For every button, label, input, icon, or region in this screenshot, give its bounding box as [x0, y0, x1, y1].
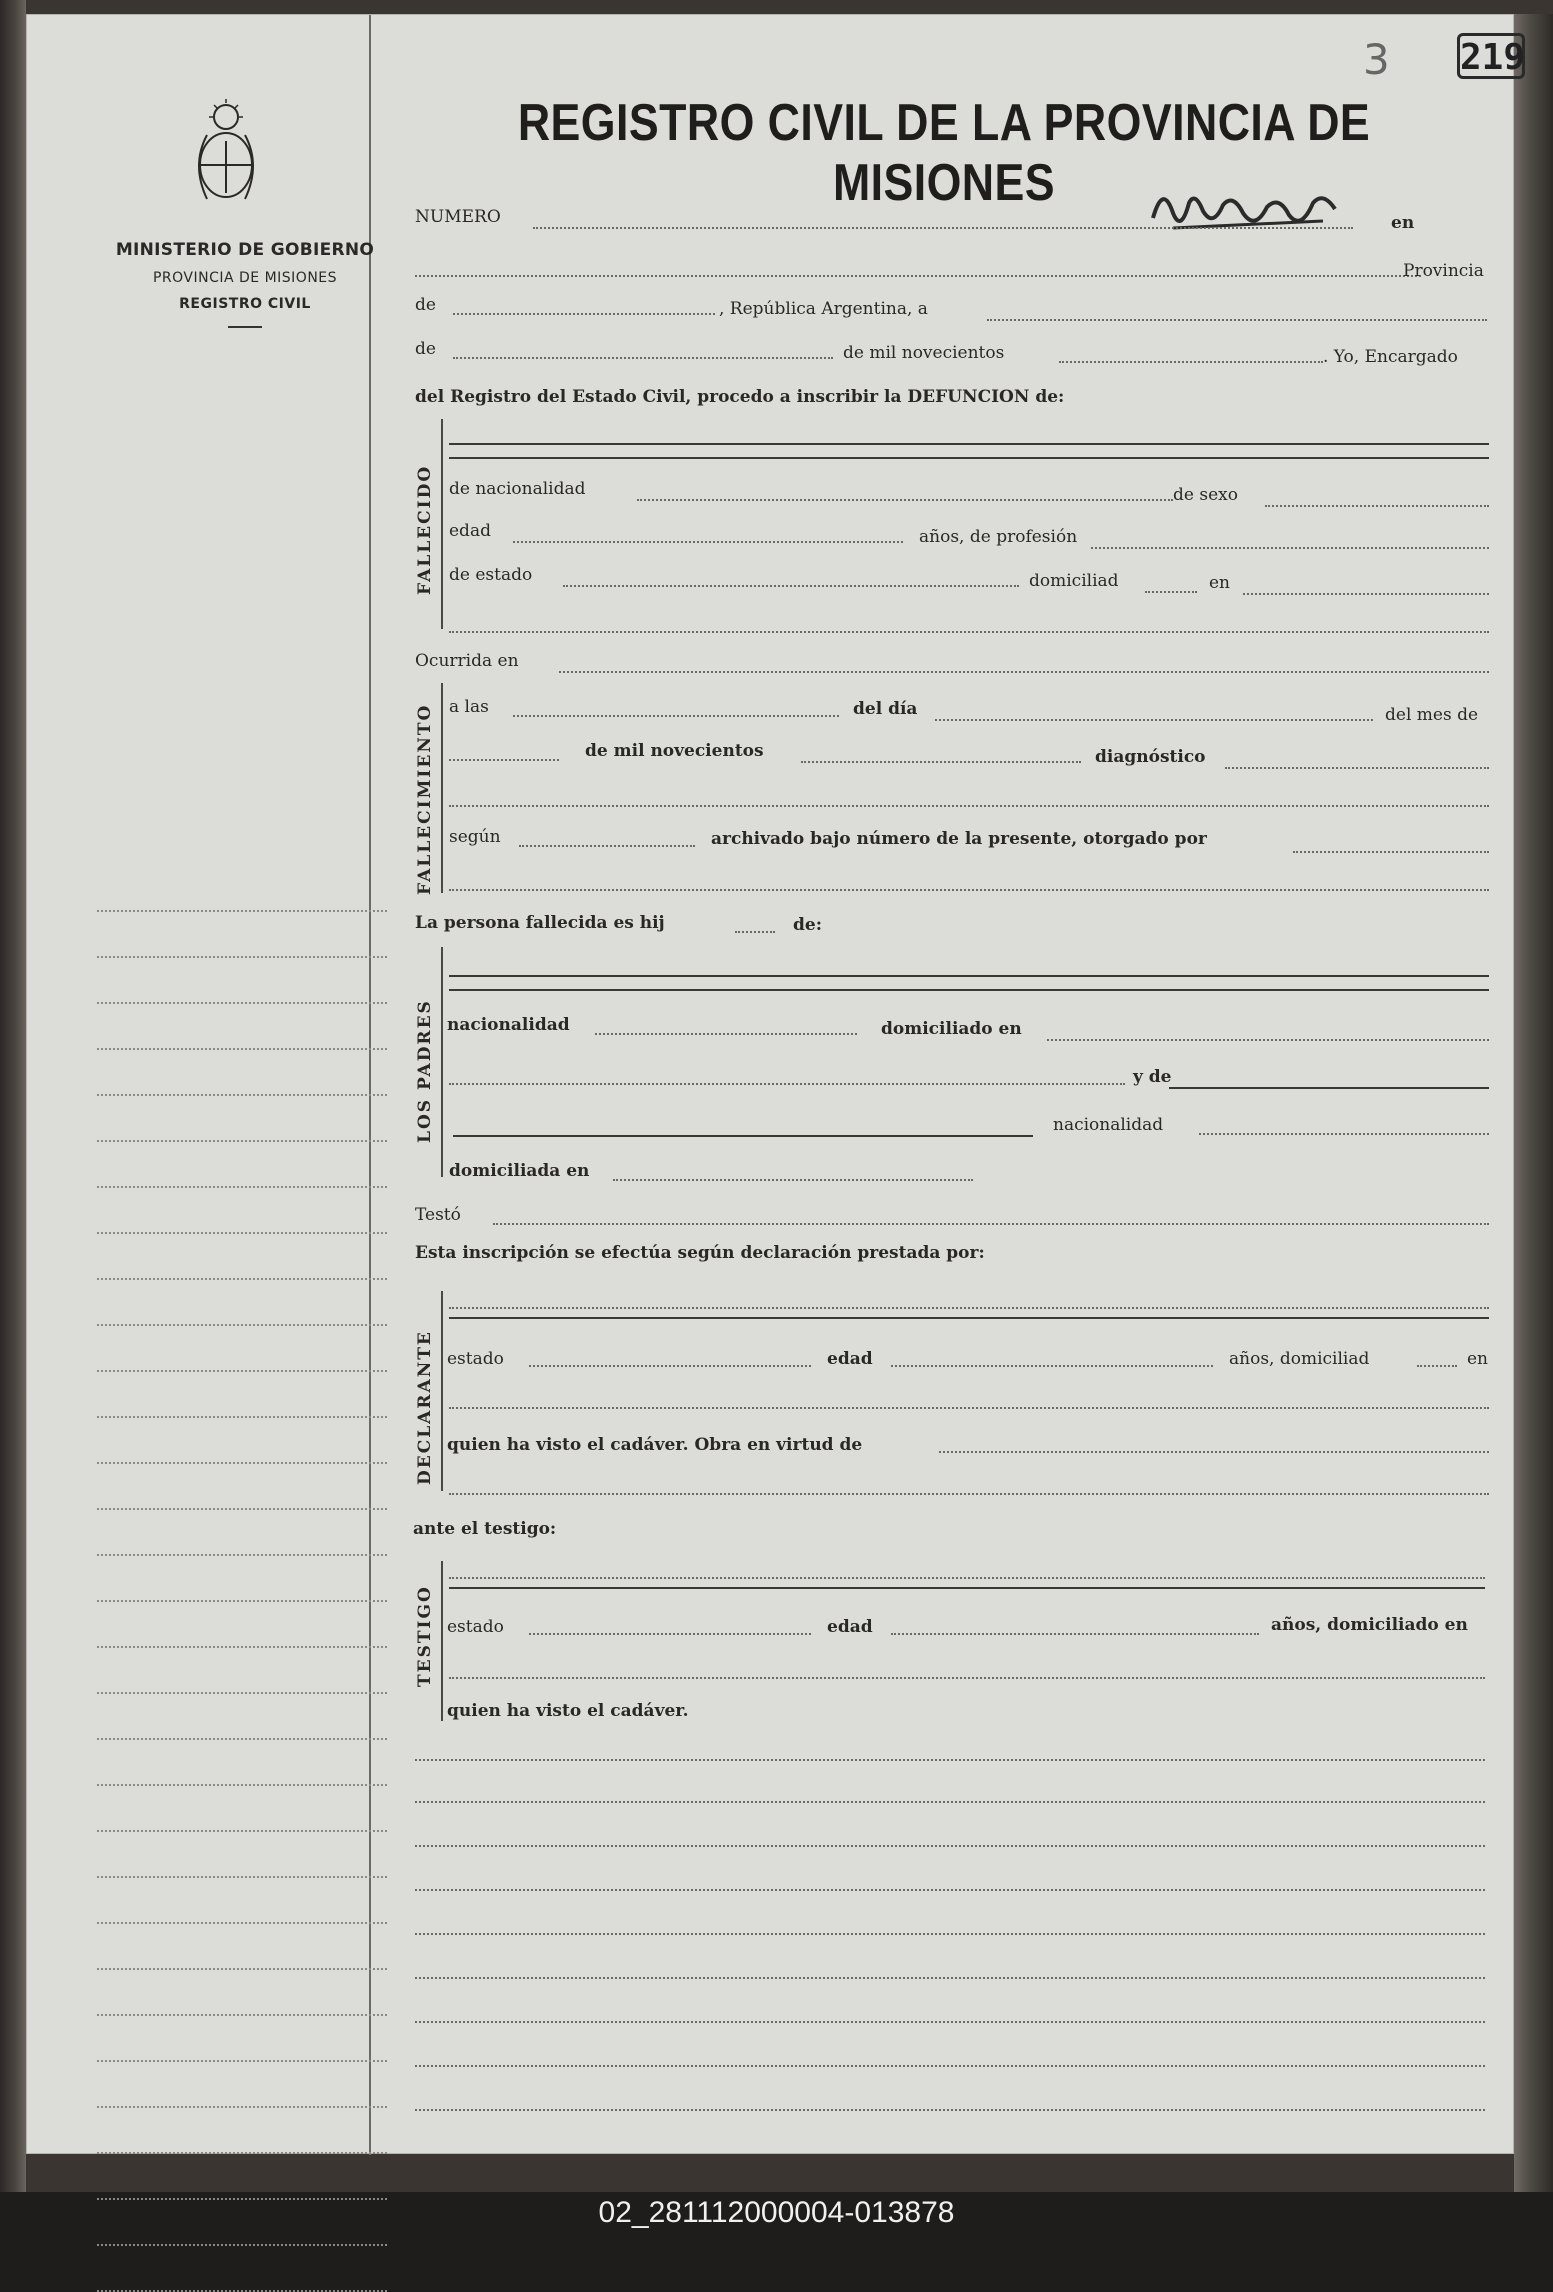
sexo-label: de sexo	[1173, 485, 1238, 505]
coat-of-arms-icon	[187, 95, 265, 215]
testigo-section-label: TESTIGO	[415, 1585, 435, 1687]
registry-name: REGISTRO CIVIL	[179, 296, 311, 312]
signature-image	[1143, 173, 1343, 243]
testigo-edad-field[interactable]	[891, 1633, 1259, 1635]
y-de-label: y de	[1133, 1067, 1172, 1087]
form-area	[373, 15, 1526, 2155]
declarante-estado-label: estado	[447, 1349, 504, 1369]
padre-name-line-2	[449, 989, 1489, 991]
date-month-field[interactable]	[453, 357, 833, 359]
domiciliad-label: domiciliad	[1029, 571, 1119, 591]
declarante-name-field[interactable]	[449, 1307, 1489, 1309]
padre-nacionalidad-label: nacionalidad	[447, 1015, 570, 1035]
name-line-2	[449, 457, 1489, 459]
diagnostico-field[interactable]	[1225, 767, 1489, 769]
page-number: 3	[1363, 35, 1390, 84]
book-edge	[1514, 14, 1553, 2192]
domicilio-field[interactable]	[1243, 593, 1489, 595]
testigo-anos-label: años, domiciliado en	[1271, 1615, 1468, 1635]
anio-field[interactable]	[801, 761, 1081, 763]
archivado-label: archivado bajo número de la presente, otorgado por	[711, 829, 1207, 849]
notes-line[interactable]	[415, 2021, 1485, 2023]
testigo-domicilio-field[interactable]	[449, 1677, 1485, 1679]
year-field[interactable]	[1059, 361, 1323, 363]
estado-label: de estado	[449, 565, 533, 585]
visto-cadaver-label: quien ha visto el cadáver. Obra en virtud de	[447, 1435, 863, 1455]
madre-name-field-2[interactable]	[453, 1135, 1033, 1137]
domicilio-field-2[interactable]	[449, 631, 1489, 633]
padre-domiciliado-label: domiciliado en	[881, 1019, 1022, 1039]
declarante-bracket	[441, 1291, 443, 1491]
nacionalidad-label: de nacionalidad	[449, 479, 586, 499]
otorgado-field-2[interactable]	[449, 889, 1489, 891]
provincia-label: Provincia	[1403, 261, 1484, 281]
notes-line[interactable]	[415, 2109, 1485, 2111]
encargado-label: . Yo, Encargado	[1323, 347, 1458, 367]
de-mil-nov-label: de mil novecientos	[585, 741, 764, 761]
otorgado-field[interactable]	[1293, 851, 1489, 853]
domiciliad-suffix-field[interactable]	[1145, 591, 1197, 593]
declarante-name-line	[449, 1317, 1489, 1319]
declarante-anos-label: años, domiciliad	[1229, 1349, 1370, 1369]
republica-label: , República Argentina, a	[719, 299, 928, 319]
page-stub	[27, 15, 375, 2155]
intro-text: del Registro del Estado Civil, procedo a inscribir la DEFUNCION de:	[415, 387, 1065, 407]
de-colon-label: de:	[793, 915, 822, 935]
notes-line[interactable]	[415, 1933, 1485, 1935]
padres-bracket	[441, 947, 443, 1177]
diagnostico-field-2[interactable]	[449, 805, 1489, 807]
testigo-estado-field[interactable]	[529, 1633, 811, 1635]
testo-label: Testó	[415, 1205, 461, 1225]
numero-label: NUMERO	[415, 207, 501, 227]
date-day-field[interactable]	[987, 319, 1487, 321]
testigo-name-line	[449, 1587, 1485, 1589]
image-id-caption: 02_281112000004-013878	[598, 2196, 955, 2229]
stamp-number: 219	[1457, 33, 1525, 79]
declarante-en-label: en	[1467, 1349, 1489, 1369]
province-name: PROVINCIA DE MISIONES	[152, 270, 338, 286]
padres-section-label: LOS PADRES	[415, 999, 435, 1143]
page-title: REGISTRO CIVIL DE LA PROVINCIA DE MISIONES	[517, 94, 1371, 212]
declarante-estado-field[interactable]	[529, 1365, 811, 1367]
numero-field[interactable]	[533, 227, 1353, 229]
declarante-domicilio-field[interactable]	[449, 1407, 1489, 1409]
madre-name-field[interactable]	[1169, 1087, 1489, 1089]
a-las-label: a las	[449, 697, 489, 717]
notes-line[interactable]	[415, 1977, 1485, 1979]
mil-novecientos-label: de mil novecientos	[843, 343, 1005, 363]
de2-label: de	[415, 339, 436, 359]
declarante-edad-field[interactable]	[891, 1365, 1213, 1367]
notes-line[interactable]	[415, 1759, 1485, 1761]
en-domicilio-label: en	[1209, 573, 1231, 593]
testigo-estado-label: estado	[447, 1617, 504, 1637]
ministry-block	[95, 240, 395, 328]
notes-line[interactable]	[415, 2065, 1485, 2067]
declarante-edad-label: edad	[827, 1349, 873, 1369]
notes-line[interactable]	[415, 1801, 1485, 1803]
stub-note-lines	[97, 866, 387, 2292]
notes-line[interactable]	[415, 1845, 1485, 1847]
nacionalidad-field[interactable]	[637, 499, 1173, 501]
de-label: de	[415, 295, 436, 315]
dia-field[interactable]	[935, 719, 1373, 721]
fallecido-bracket	[441, 419, 443, 629]
madre-nacionalidad-label: nacionalidad	[1053, 1115, 1164, 1135]
ante-testigo-label: ante el testigo:	[413, 1519, 557, 1539]
ocurrida-label: Ocurrida en	[415, 651, 519, 671]
notes-line[interactable]	[415, 1889, 1485, 1891]
padre-domicilio-field-2[interactable]	[449, 1083, 1125, 1085]
hijo-suffix-field[interactable]	[735, 931, 775, 933]
segun-field[interactable]	[519, 845, 695, 847]
obra-virtud-field-2[interactable]	[449, 1493, 1489, 1495]
madre-domiciliada-label: domiciliada en	[449, 1161, 590, 1181]
hora-field[interactable]	[513, 715, 839, 717]
fallecido-section-label: FALLECIDO	[415, 464, 435, 595]
declaracion-text: Esta inscripción se efectúa según declaración prestada por:	[415, 1243, 985, 1263]
testigo-bracket	[441, 1561, 443, 1721]
profesion-field[interactable]	[1091, 547, 1489, 549]
ocurrida-field[interactable]	[559, 671, 1489, 673]
declarante-domiciliad-field[interactable]	[1417, 1365, 1457, 1367]
book-spine	[0, 0, 26, 2192]
segun-label: según	[449, 827, 501, 847]
name-line[interactable]	[449, 443, 1489, 445]
profesion-label: años, de profesión	[919, 527, 1078, 547]
testigo-name-field[interactable]	[449, 1577, 1485, 1579]
mes-field[interactable]	[449, 759, 559, 761]
del-mes-label: del mes de	[1385, 705, 1479, 725]
madre-nacionalidad-field[interactable]	[1199, 1133, 1489, 1135]
padre-domicilio-field[interactable]	[1047, 1039, 1489, 1041]
ministry-name: MINISTERIO DE GOBIERNO	[115, 240, 375, 260]
fallecimiento-bracket	[441, 683, 443, 893]
estado-field[interactable]	[563, 585, 1019, 587]
province-field[interactable]	[453, 313, 715, 315]
edad-label: edad	[449, 521, 491, 541]
madre-domicilio-field[interactable]	[613, 1179, 973, 1181]
testigo-visto-label: quien ha visto el cadáver.	[447, 1701, 689, 1721]
obra-virtud-field[interactable]	[939, 1451, 1489, 1453]
edad-field[interactable]	[513, 541, 903, 543]
fallecimiento-section-label: FALLECIMIENTO	[415, 703, 435, 895]
padre-name-line[interactable]	[449, 975, 1489, 977]
testigo-edad-label: edad	[827, 1617, 873, 1637]
hijo-label: La persona fallecida es hij	[415, 913, 665, 933]
en-label: en	[1391, 213, 1415, 233]
padre-nacionalidad-field[interactable]	[595, 1033, 857, 1035]
diagnostico-label: diagnóstico	[1095, 747, 1206, 767]
stub-divider	[228, 326, 262, 328]
place-field[interactable]	[415, 275, 1421, 277]
sexo-field[interactable]	[1265, 505, 1489, 507]
del-dia-label: del día	[853, 699, 918, 719]
testo-field[interactable]	[493, 1223, 1489, 1225]
register-page	[26, 14, 1526, 2154]
declarante-section-label: DECLARANTE	[415, 1330, 435, 1485]
